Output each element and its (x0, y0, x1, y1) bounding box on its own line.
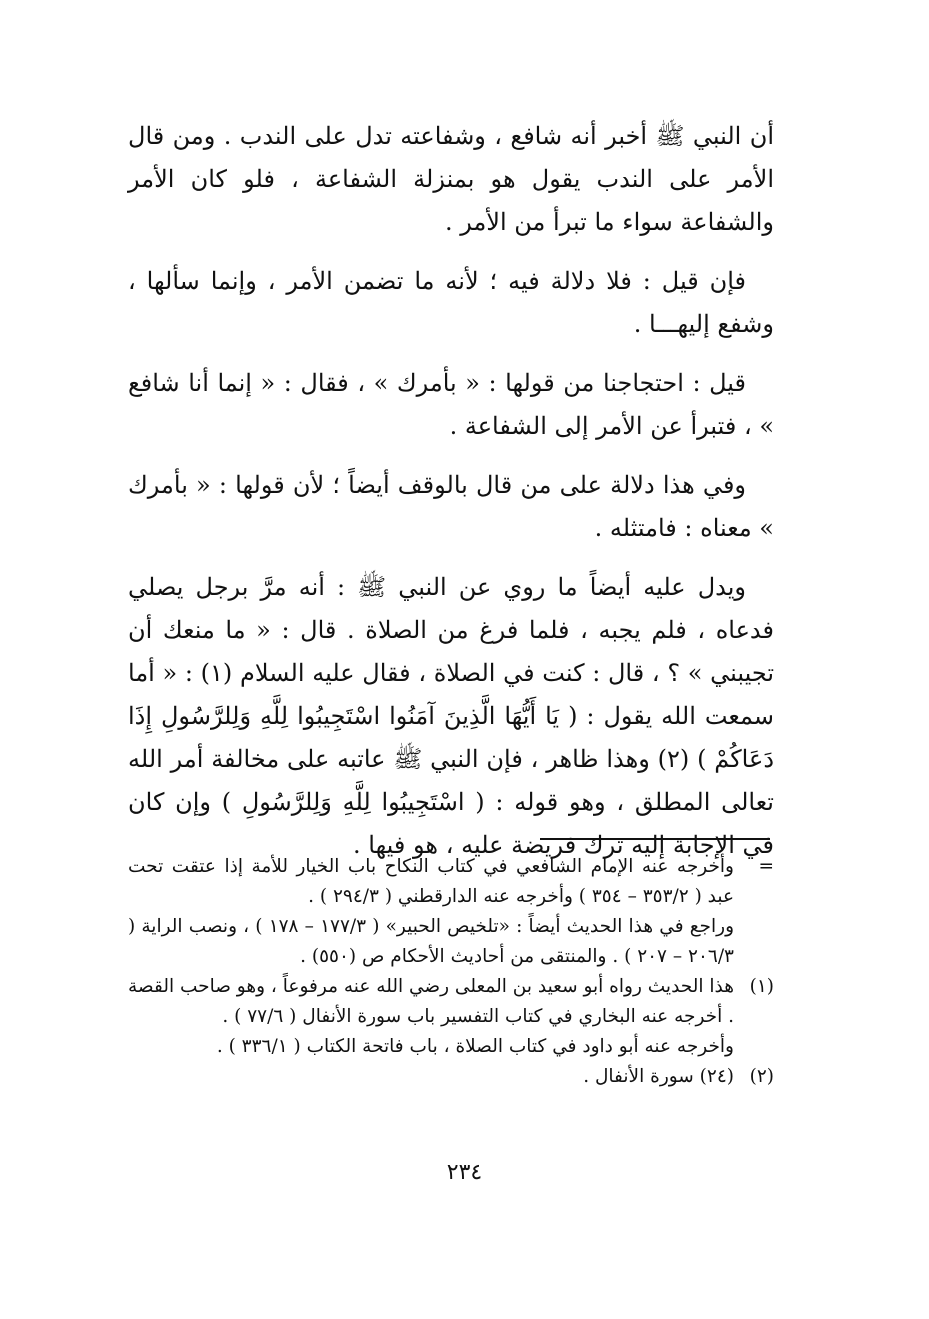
footnote-1 (128, 972, 774, 1062)
paragraph-2: فإن قيل : فلا دلالة فيه ؛ لأنه ما تضمن الأمر ، وإنما سألها ، وشفع إليهـــا . (128, 267, 774, 338)
main-text (128, 115, 774, 883)
footnote-line: هذا الحديث رواه أبو سعيد بن المعلى رضي الله عنه مرفوعاً ، وهو صاحب القصة . أخرجه عنه البخاري في كتاب التفسير باب سورة الأنفال ( ٧٧/٦ ) . (128, 976, 734, 1027)
paragraph-4: وفي هذا دلالة على من قال بالوقف أيضاً ؛ لأن قولها : « بأمرك » معناه : فامتثله . (128, 471, 774, 542)
footnote-continuation (128, 852, 774, 972)
paragraph-1: أن النبي ﷺ أخبر أنه شافع ، وشفاعته تدل على الندب . ومن قال الأمر على الندب يقول هو بمنزلة الشفاعة ، فلو كان الأمر والشفاعة سواء ما تبرأ من الأمر . (128, 122, 775, 236)
paragraph-5: ويدل عليه أيضاً ما روي عن النبي ﷺ : أنه مرَّ برجل يصلي فدعاه ، فلم يجبه ، فلما فرغ من الصلاة . قال : « ما منعك أن تجيبني » ؟ ، قال : كنت في الصلاة ، فقال عليه السلام (١) : « أما سمعت الله يقول : ( يَا أَيُّهَا الَّذِينَ آمَنُوا اسْتَجِيبُوا لِلَّهِ وَلِلرَّسُولِ إِذَا دَعَاكُمْ ) (٢) وهذا ظاهر ، فإن النبي ﷺ عاتبه على مخالفة أمر الله تعالى المطلق ، وهو قوله : ( اسْتَجِيبُوا لِلَّهِ وَلِلرَّسُولِ ) وإن كان في الإجابة إليه ترك فريضة عليه ، هو فيها . (128, 573, 775, 859)
footnote-2 (128, 1062, 774, 1092)
footnote-line: وأخرجه عنه الإمام الشافعي في كتاب النكاح باب الخيار للأمة إذا عتقت تحت عبد ( ٣٥٣/٢ – ٣٥٤ ) وأخرجه عنه الدارقطني ( ٢٩٤/٣ ) . (128, 856, 734, 907)
paragraph-3: قيل : احتجاجنا من قولها : « بأمرك » ، فقال : « إنما أنا شافع » ، فتبرأ عن الأمر إلى الشفاعة . (128, 369, 774, 440)
footnote-marker: = (758, 856, 774, 877)
footnotes (128, 852, 774, 1092)
page-number: ٢٣٤ (446, 1160, 483, 1185)
footnote-line: وراجع في هذا الحديث أيضاً : «تلخيص الحبير» ( ١٧٧/٣ – ١٧٨ ) ، ونصب الراية ( ٢٠٦/٣ – ٢٠٧ ) . والمنتقى من أحاديث الأحكام ص (٥٥٠) . (128, 916, 734, 967)
footnote-body (128, 972, 734, 1062)
footnote-marker: (١) (749, 976, 774, 997)
footnote-body (128, 852, 734, 972)
footnote-line: وأخرجه عنه أبو داود في كتاب الصلاة ، باب فاتحة الكتاب ( ٣٣٦/١ ) . (216, 1036, 734, 1057)
footnote-body (128, 1062, 734, 1092)
footnote-divider (540, 838, 770, 840)
footnote-marker: (٢) (749, 1066, 774, 1087)
footnote-line: (٢٤) سورة الأنفال . (583, 1066, 734, 1087)
